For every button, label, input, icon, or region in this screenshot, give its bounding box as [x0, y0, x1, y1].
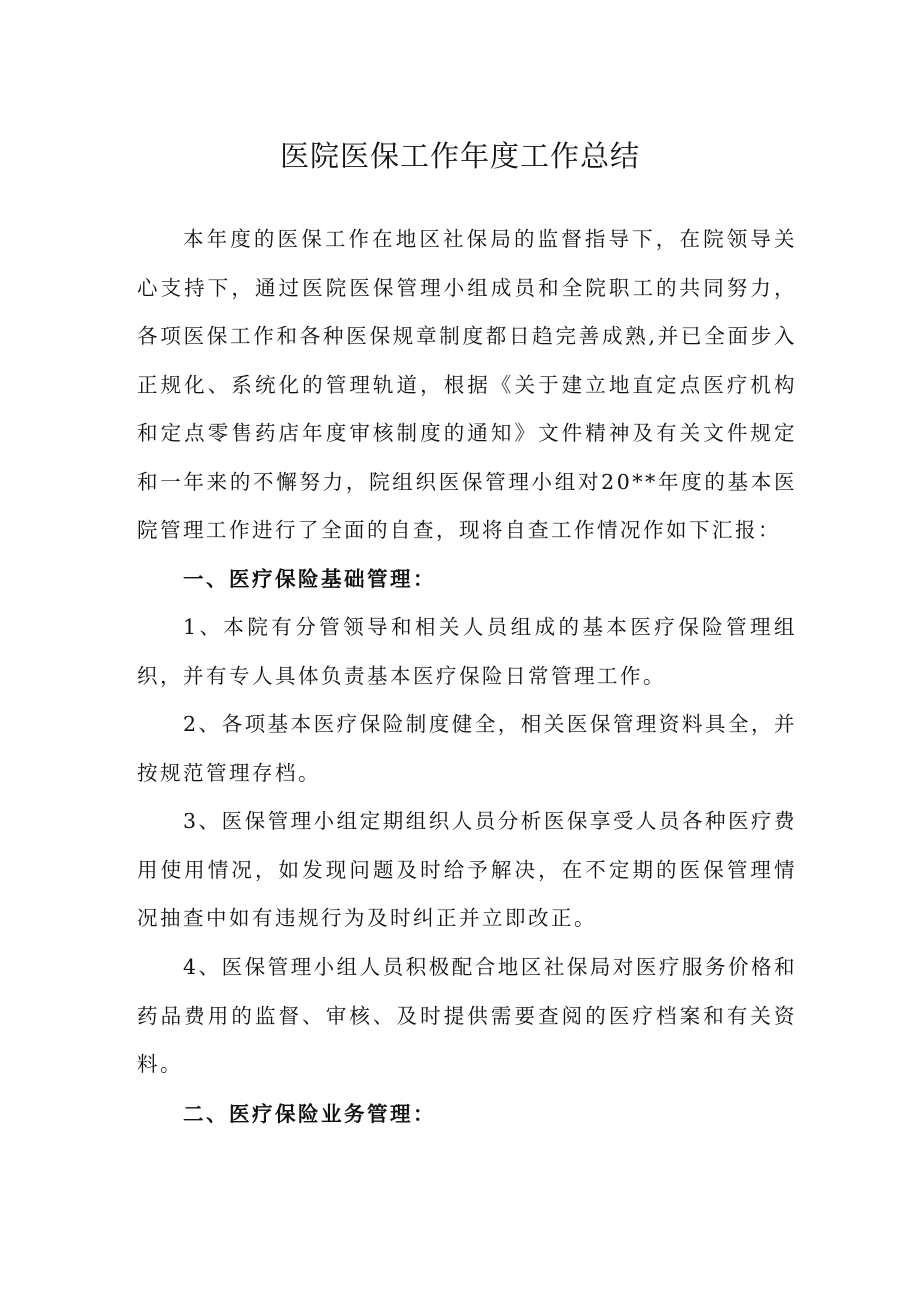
- list-item: 3、医保管理小组定期组织人员分析医保享受人员各种医疗费用使用情况，如发现问题及时给予解决，在不定期的医保管理情况抽查中如有违规行为及时纠正并立即改正。: [137, 809, 797, 930]
- section-heading-business-management: 二、医疗保险业务管理：: [183, 1102, 436, 1126]
- list-item: 1、本院有分管领导和相关人员组成的基本医疗保险管理组织，并有专人具体负责基本医疗保险日常管理工作。: [137, 615, 797, 688]
- intro-paragraph: 本年度的医保工作在地区社保局的监督指导下，在院领导关心支持下，通过医院医保管理小组成员和全院职工的共同努力，各项医保工作和各种医保规章制度都日趋完善成熟,并已全面步入正规化、系统化的管理轨道，根据《关于建立地直定点医疗机构和定点零售药店年度审核制度的通知》文件精神及有关文件规定和一年来的不懈努力，院组织医保管理小组对20**年度的基本医院管理工作进行了全面的自查，现将自查工作情况作如下汇报：: [137, 227, 797, 542]
- list-item: 2、各项基本医疗保险制度健全，相关医保管理资料具全，并按规范管理存档。: [137, 712, 797, 785]
- list-item: 4、医保管理小组人员积极配合地区社保局对医疗服务价格和药品费用的监督、审核、及时提供需要查阅的医疗档案和有关资料。: [137, 955, 797, 1076]
- document-title: 医院医保工作年度工作总结: [279, 139, 640, 173]
- section-heading-basic-management: 一、医疗保险基础管理：: [183, 567, 436, 591]
